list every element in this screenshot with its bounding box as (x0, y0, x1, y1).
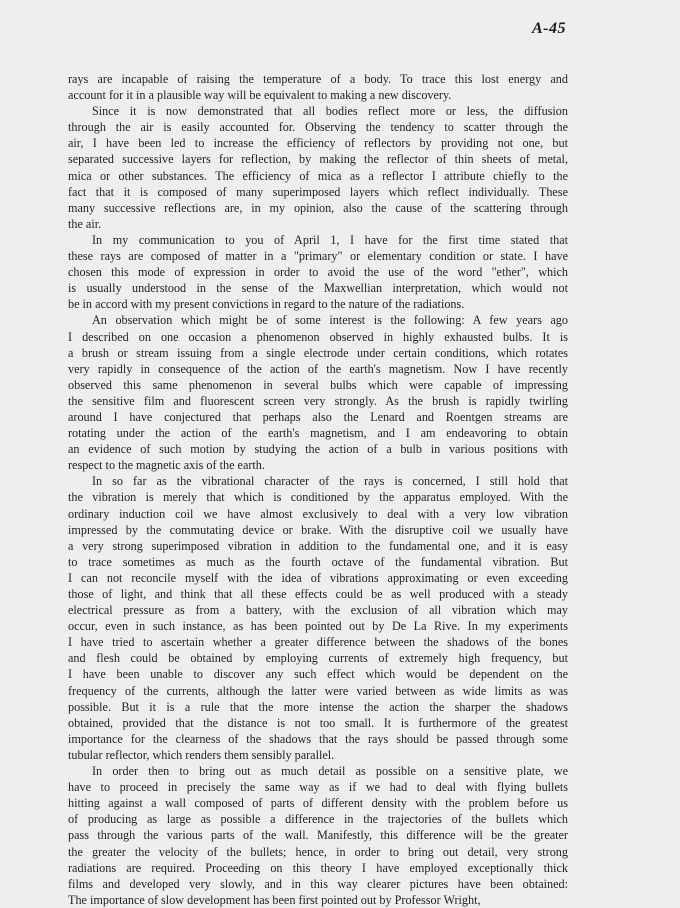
text-line: rotating under the action of the earth's magnetism, and I am endeavoring to obtain (68, 426, 568, 441)
text-line: have to proceed in precisely the same way as if we had to deal with flying bullets (68, 780, 568, 795)
text-line: those of light, and think that all these effects could be as well produced with a steady (68, 587, 568, 601)
text-line: respect to the magnetic axis of the earth. (68, 458, 265, 473)
text-line: I have tried to ascertain whether a greater difference between the shadows of the bones (68, 635, 568, 650)
text-line: the vibration is merely that which is conditioned by the apparatus employed. With the (68, 490, 568, 505)
paragraph (68, 232, 568, 312)
text-line: be in accord with my present convictions in regard to the nature of the radiations. (68, 297, 465, 312)
page-number: A-45 (532, 20, 566, 37)
text-line: Since it is now demonstrated that all bodies reflect more or less, the diffusion (92, 104, 568, 119)
text-line: possible. But it is a rule that the more intense the action the sharper the shadows (68, 699, 568, 714)
text-line: impressed by the commutating device or brake. With the disruptive coil we usually have (68, 522, 568, 537)
text-line: occur, even in such instance, as has been pointed out by De La Rive. In my experiments (68, 619, 568, 634)
text-line: of producing as large as possible a difference in the trajectories of the bullets which (68, 812, 568, 827)
text-line: hitting against a wall composed of parts of different density with the problem before us (68, 796, 568, 811)
text-line: In order then to bring out as much detail as possible on a sensitive plate, we (92, 764, 568, 779)
text-line: electrical pressure as from a battery, with the exclusion of all vibration which may (68, 603, 568, 618)
text-line: a brush or stream issuing from a single electrode under certain conditions, which rotates (68, 345, 568, 360)
text-line: many successive reflections are, in my opinion, also the cause of the scattering through (68, 200, 568, 215)
text-line: the sensitive film and fluorescent screen very strongly. As the brush is rapidly twirling (68, 393, 568, 408)
text-line: pass through the various parts of the wall. Manifestly, this difference will be the greater (68, 828, 568, 843)
text-line: tubular reflector, which renders them sensibly parallel. (68, 747, 335, 762)
text-line: ordinary induction coil we have almost exclusively to deal with a very low vibration (68, 506, 568, 521)
text-line: these rays are composed of matter in a "primary" or elementary condition or state. I have (68, 249, 568, 264)
paragraph (68, 71, 568, 103)
text-line: very rapidly in consequence of the action of the earth's magnetism. Now I have recently (68, 361, 568, 376)
text-line: and flesh could be obtained by employing currents of extremely high frequency, but (68, 651, 568, 666)
paragraph (68, 312, 568, 473)
text-line: separated successive layers for reflection, by making the reflector of thin sheets of metal, (68, 152, 568, 167)
text-line: is usually understood in the sense of the Maxwellian interpretation, which would not (68, 281, 568, 296)
text-line: fact that it is composed of many superimposed layers which reflect individually. These (68, 184, 568, 199)
body-text (68, 71, 568, 908)
text-line: a very strong superimposed vibration in addition to the fundamental one, and it is easy (68, 538, 568, 553)
text-line: through the air is easily accounted for. Observing the tendency to scatter through the (68, 120, 568, 135)
text-line: importance for the clearness of the shadows that the rays should be passed through some (68, 731, 568, 746)
paragraph (68, 103, 568, 232)
text-line: chosen this mode of expression in order to avoid the use of the word "ether", which (68, 265, 568, 280)
text-line: around I have conjectured that perhaps also the Lenard and Roentgen streams are (68, 409, 568, 424)
text-line: I have been unable to discover any such effect which would be dependent on the (68, 667, 568, 682)
text-line: radiations are required. Proceeding on this theory I have employed exceptionally thick (68, 860, 568, 875)
text-line: to trace sometimes as much as the fourth octave of the fundamental vibration. But (68, 554, 568, 569)
text-line: rays are incapable of raising the temperature of a body. To trace this lost energy and (68, 72, 568, 86)
text-line: An observation which might be of some interest is the following: A few years ago (92, 313, 568, 328)
text-line: the greater the velocity of the bullets; hence, in order to bring out detail, very strong (68, 844, 568, 859)
text-line: In my communication to you of April 1, I have for the first time stated that (92, 232, 568, 247)
paragraph (68, 473, 568, 763)
text-line: The importance of slow development has been first pointed out by Professor Wright, (68, 892, 481, 907)
text-line: obtained, provided that the distance is not too small. It is furthermore of the greatest (68, 715, 568, 730)
text-line: films and developed very slowly, and in this way clearer pictures have been obtained: (68, 876, 568, 891)
text-line: I described on one occasion a phenomenon observed in highly exhausted bulbs. It is (68, 329, 568, 344)
paragraph (68, 763, 568, 908)
text-line: air, I have been led to increase the efficiency of reflectors by providing not one, but (68, 136, 568, 151)
text-line: account for it in a plausible way will be equivalent to making a new discovery. (68, 88, 452, 103)
text-line: an evidence of such motion by studying the action of a bulb in various positions with (68, 442, 568, 457)
text-line: I can not reconcile myself with the idea of vibrations approximating or even exceeding (68, 570, 568, 585)
text-line: observed this same phenomenon in several bulbs which were capable of impressing (68, 377, 568, 392)
text-line: the air. (68, 216, 102, 231)
text-line: mica or other substances. The efficiency of mica as a reflector I attribute chiefly to the (68, 168, 568, 183)
text-line: In so far as the vibrational character of the rays is concerned, I still hold that (92, 474, 568, 489)
text-line: frequency of the currents, although the latter were varied between as wide limits as was (68, 683, 568, 698)
